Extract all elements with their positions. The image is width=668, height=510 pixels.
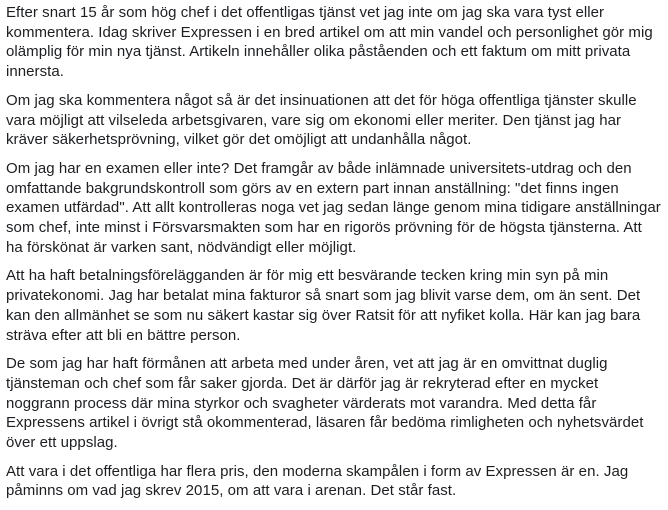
post-body [6, 0, 662, 510]
paragraph-4: Att ha haft betalningsförelägganden är för mig ett besvärande tecken kring min syn på min privatekonomi. Jag har betalat mina fakturor så snart som jag blivit varse dem, om än sent. Det kan den allmänhet se som nu säkert kastar sig över Ratsit för att nyfiket kolla. Här kan jag bara sträva efter att bli en bättre person. [6, 267, 641, 344]
paragraph-3: Om jag har en examen eller inte? Det framgår av både inlämnade universitets-utdrag och den omfattande bakgrundskontroll som görs av en extern part innan anställning: "det finns ingen examen utfärdad". Att allt kontrolleras noga vet jag sedan länge genom mina tidigare anställningar som chef, inte minst i Försvarsmakten som har en rigorös prövning för de högsta tjänsterna. Att ha förskönat är varken sant, nödvändigt eller möjligt. [6, 159, 661, 256]
paragraph-6: Att vara i det offentliga har flera pris, den moderna skampålen i form av Expressen är en. Jag påminns om vad jag skrev 2015, om att vara i arenan. Det står fast. [6, 462, 629, 500]
paragraph-2: Om jag ska kommentera något så är det insinuationen att det för höga offentliga tjänster skulle vara möjligt att vilseleda arbetsgivaren, vare sig om ekonomi eller meriter. Den tjänst jag har kräver säkerhetsprövning, vilket gör det omöjligt att undanhålla något. [6, 91, 637, 149]
paragraph-1: Efter snart 15 år som hög chef i det offentligas tjänst vet jag inte om jag ska vara tyst eller kommentera. Idag skriver Expressen i en bred artikel om att min vandel och personlighet gör mig olämplig för min nya tjänst. Artikeln innehåller olika påståenden och ett faktum om mitt privata innersta. [6, 4, 653, 81]
paragraph-5: De som jag har haft förmånen att arbeta med under åren, vet att jag är en omvittnat duglig tjänsteman och chef som får saker gjorda. Det är därför jag är rekryterad efter en mycket noggrann process där mina styrkor och svagheter värderats mot varandra. Med detta får Expressens artikel i övrigt stå okommenterad, läsaren får bedöma rimligheten och nyhetsvärdet över ett uppslag. [6, 355, 644, 452]
